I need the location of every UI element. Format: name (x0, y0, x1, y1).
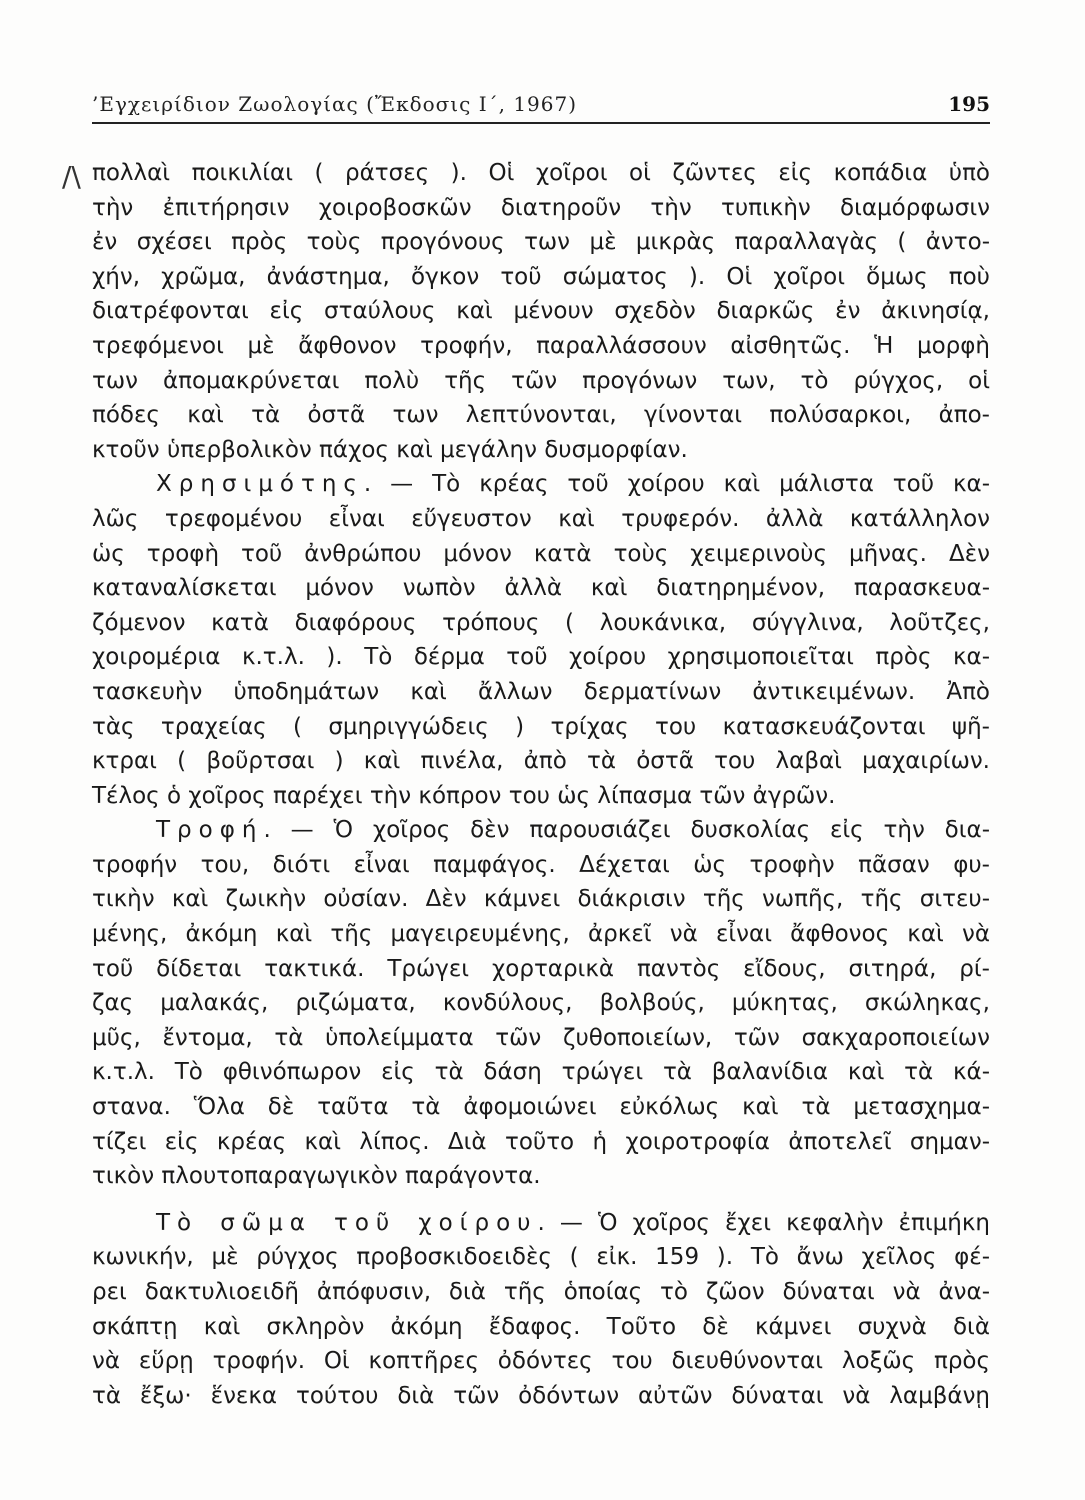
text-line: χοιρομέρια κ.τ.λ. ). Τὸ δέρμα τοῦ χοίρου χρησιμοποιεῖται πρὸς κα- (92, 644, 990, 671)
text-line: ζόμενον κατὰ διαφόρους τρόπους ( λουκάνικα, σύγγλινα, λοῦτζες, (92, 609, 990, 636)
text-line: καταναλίσκεται μόνον νωπὸν ἀλλὰ καὶ διατηρημένον, παρασκευα- (92, 575, 990, 602)
text-line: χήν, χρῶμα, ἀνάστημα, ὄγκον τοῦ σώματος ). Οἱ χοῖροι ὅμως ποὺ (92, 263, 990, 290)
text-line: Τέλος ὁ χοῖρος παρέχει τὴν κόπρον του ὡς λίπασμα τῶν ἀγρῶν. (92, 782, 836, 809)
text-line: τὴν ἐπιτήρησιν χοιροβοσκῶν διατηροῦν τὴν τυπικὴν διαμόρφωσιν (92, 194, 990, 221)
page-number: 195 (948, 92, 990, 116)
margin-insert-mark: /\ (62, 160, 81, 193)
text-line: ζας μαλακάς, ριζώματα, κονδύλους, βολβούς, μύκητας, σκώληκας, (92, 990, 990, 1017)
section-heading-food: Τροφή (156, 817, 264, 844)
text-line: τικὸν πλουτοπαραγωγικὸν παράγοντα. (92, 1163, 541, 1190)
text-line: κωνικήν, μὲ ρύγχος προβοσκιδοειδὲς ( εἰκ. 159 ). Τὸ ἄνω χεῖλος φέ- (92, 1244, 990, 1271)
text-line: λῶς τρεφομένου εἶναι εὔγευστον καὶ τρυφερόν. ἀλλὰ κατάλληλον (92, 505, 990, 532)
text-line: τρεφόμενοι μὲ ἄφθονον τροφήν, παραλλάσσουν αἰσθητῶς. Ἡ μορφὴ (92, 332, 990, 359)
page-header (92, 92, 990, 124)
section-heading-usefulness: Χρησιμότης (156, 471, 364, 498)
text-line: μένης, ἀκόμη καὶ τῆς μαγειρευμένης, ἀρκεῖ νὰ εἶναι ἄφθονος καὶ νὰ (92, 921, 990, 948)
text-fragment: . — Ὁ χοῖρος ἔχει κεφαλὴν ἐπιμήκη (537, 1209, 990, 1236)
text-line: ὡς τροφὴ τοῦ ἀνθρώπου μόνον κατὰ τοὺς χειμερινοὺς μῆνας. Δὲν (92, 540, 990, 567)
text-line: κτοῦν ὑπερβολικὸν πάχος καὶ μεγάλην δυσμορφίαν. (92, 436, 688, 463)
section-first-line (92, 467, 990, 502)
text-line: νὰ εὕρῃ τροφήν. Οἱ κοπτῆρες ὀδόντες του διευθύνονται λοξῶς πρὸς (92, 1348, 990, 1375)
text-fragment: . — Ὁ χοῖρος δὲν παρουσιάζει δυσκολίας εἰς τὴν δια- (263, 817, 990, 844)
section-first-line (92, 813, 990, 848)
text-line: κτραι ( βοῦρτσαι ) καὶ πινέλα, ἀπὸ τὰ ὀστᾶ του λαβαὶ μαχαιρίων. (92, 748, 990, 775)
text-line: των ἀπομακρύνεται πολὺ τῆς τῶν προγόνων των, τὸ ρύγχος, οἱ (92, 367, 990, 394)
text-line: σκάπτῃ καὶ σκληρὸν ἀκόμη ἔδαφος. Τοῦτο δὲ κάμνει συχνὰ διὰ (92, 1313, 990, 1340)
text-line: τὰς τραχείας ( σμηριγγώδεις ) τρίχας του κατασκευάζονται ψῆ- (92, 713, 990, 740)
text-line: τίζει εἰς κρέας καὶ λίπος. Διὰ τοῦτο ἡ χοιροτροφία ἀποτελεῖ σημαν- (92, 1128, 990, 1155)
text-line: διατρέφονται εἰς σταύλους καὶ μένουν σχεδὸν διαρκῶς ἐν ἀκινησίᾳ, (92, 298, 990, 325)
text-line: πολλαὶ ποικιλίαι ( ράτσες ). Οἱ χοῖροι οἱ ζῶντες εἰς κοπάδια ὑπὸ (92, 160, 990, 186)
text-line: τροφήν του, διότι εἶναι παμφάγος. Δέχεται ὡς τροφὴν πᾶσαν φυ- (92, 851, 990, 878)
text-line: ρει δακτυλιοειδῆ ἀπόφυσιν, διὰ τῆς ὁποίας τὸ ζῶον δύναται νὰ ἀνα- (92, 1279, 990, 1305)
text-line: τὰ ἔξω· ἕνεκα τούτου διὰ τῶν ὀδόντων αὐτῶν δύναται νὰ λαμβάνῃ (92, 1382, 990, 1409)
text-line: τασκευὴν ὑποδημάτων καὶ ἄλλων δερματίνων ἀντικειμένων. Ἀπὸ (92, 678, 990, 705)
text-line: μῦς, ἔντομα, τὰ ὑπολείμματα τῶν ζυθοποιείων, τῶν σακχαροποιείων (92, 1024, 990, 1051)
text-line: στανα. Ὅλα δὲ ταῦτα τὰ ἀφομοιώνει εὐκόλως καὶ τὰ μετασχημα- (92, 1094, 990, 1121)
text-line: κ.τ.λ. Τὸ φθινόπωρον εἰς τὰ δάση τρώγει τὰ βαλανίδια καὶ τὰ κά- (92, 1059, 990, 1086)
text-line: πόδες καὶ τὰ ὀστᾶ των λεπτύνονται, γίνονται πολύσαρκοι, ἀπο- (92, 402, 990, 429)
text-line: ἐν σχέσει πρὸς τοὺς προγόνους των μὲ μικρὰς παραλλαγὰς ( ἀντο- (92, 229, 990, 256)
paragraph-gap (92, 1194, 990, 1206)
text-fragment: . — Τὸ κρέας τοῦ χοίρου καὶ μάλιστα τοῦ κα- (363, 471, 990, 498)
text-line: τικὴν καὶ ζωικὴν οὐσίαν. Δὲν κάμνει διάκρισιν τῆς νωπῆς, τῆς σιτευ- (92, 886, 990, 913)
body-text (92, 156, 990, 1413)
running-head: ’Εγχειρίδιον Ζωολογίας (Ἔκδοσις Ι΄, 1967) (92, 92, 578, 116)
section-heading-body: Τὸ σῶμα τοῦ χοίρου (156, 1209, 538, 1236)
section-first-line (92, 1206, 990, 1241)
text-line: τοῦ δίδεται τακτικά. Τρώγει χορταρικὰ παντὸς εἴδους, σιτηρά, ρί- (92, 955, 990, 982)
